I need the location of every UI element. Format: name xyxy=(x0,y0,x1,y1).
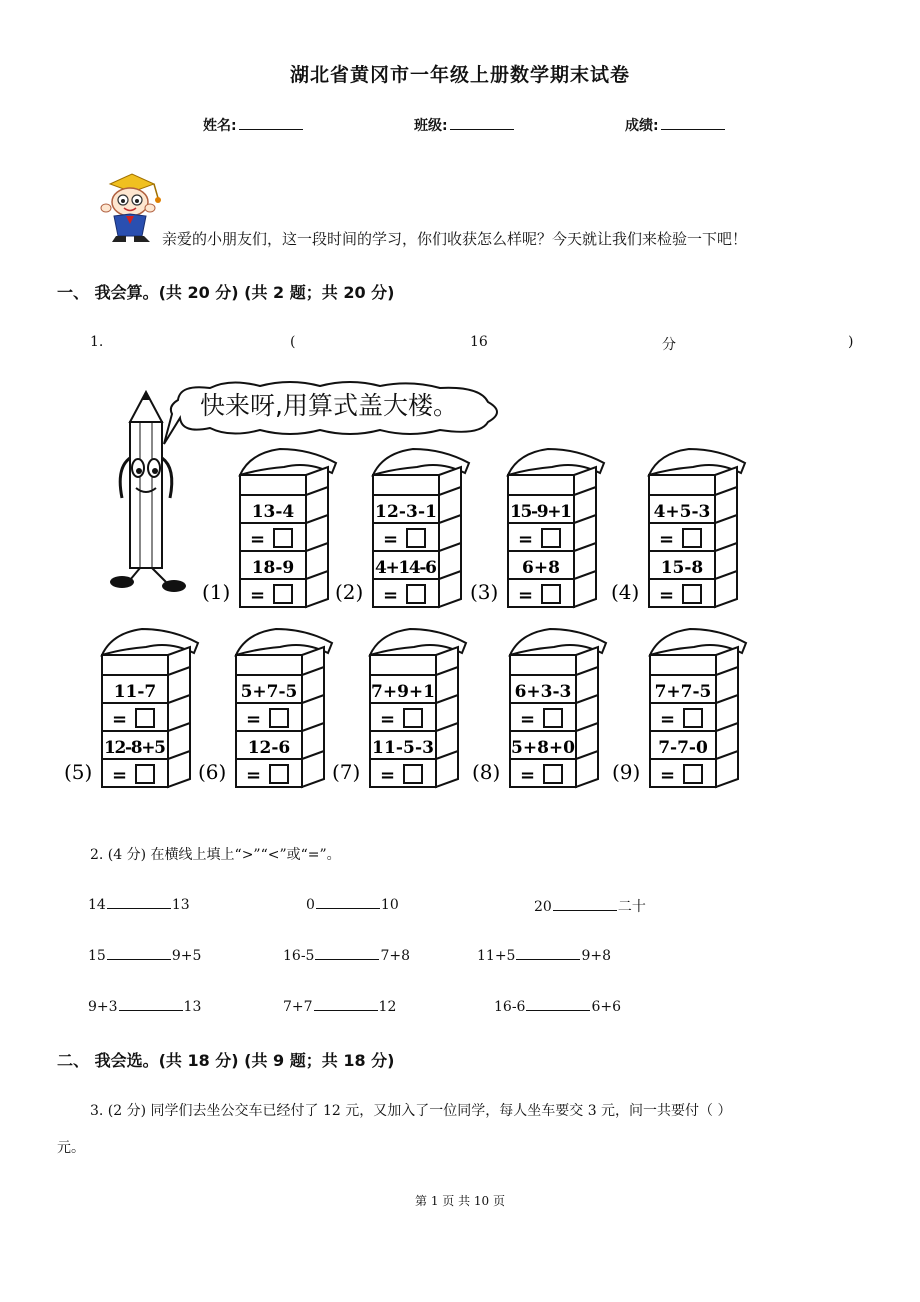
comparison-blank[interactable] xyxy=(316,896,380,909)
comparison-left: 14 xyxy=(88,897,106,913)
q3-text-line2: 元。 xyxy=(57,1140,85,1156)
building-4 xyxy=(609,445,749,615)
building-label: (1) xyxy=(202,580,231,604)
building-bottom-expression: 18-9 xyxy=(251,558,295,578)
answer-box[interactable] xyxy=(542,585,560,603)
answer-box[interactable] xyxy=(542,529,560,547)
comparison-right: 12 xyxy=(378,999,397,1015)
equals-sign: = xyxy=(520,709,536,730)
building-top-expression: 7+7-5 xyxy=(654,682,712,702)
building-bottom-expression: 15-8 xyxy=(660,558,704,578)
comparison-left: 15 xyxy=(88,948,106,964)
comparison-item xyxy=(494,998,621,1015)
building-bottom-expression: 12-6 xyxy=(247,738,291,758)
comparison-right: 6+6 xyxy=(591,999,621,1015)
answer-box[interactable] xyxy=(270,765,288,783)
name-label: 姓名: xyxy=(203,118,237,134)
answer-box[interactable] xyxy=(274,529,292,547)
q2-prompt: 2. (4 分) 在横线上填上“>”“<”或“=”。 xyxy=(90,847,341,863)
equals-sign: = xyxy=(659,585,675,606)
building-8 xyxy=(470,625,610,795)
building-top-expression: 15-9+1 xyxy=(510,502,572,522)
answer-box[interactable] xyxy=(684,765,702,783)
speech-bubble-text: 快来呀,用算式盖大楼。 xyxy=(200,391,458,420)
answer-box[interactable] xyxy=(407,585,425,603)
answer-box[interactable] xyxy=(136,765,154,783)
answer-box[interactable] xyxy=(407,529,425,547)
comparison-right: 7+8 xyxy=(380,948,410,964)
equals-sign: = xyxy=(380,765,396,786)
building-bottom-expression: 6+8 xyxy=(522,558,560,578)
building-bottom-expression: 11-5-3 xyxy=(372,738,434,758)
intro-text: 亲爱的小朋友们，这一段时间的学习，你们收获怎么样呢？今天就让我们来检验一下吧！ xyxy=(162,230,748,248)
equals-sign: = xyxy=(246,765,262,786)
name-field xyxy=(203,115,303,135)
equals-sign: = xyxy=(660,709,676,730)
building-top-expression: 13-4 xyxy=(251,502,295,522)
mascot-illustration xyxy=(92,170,164,244)
comparison-blank[interactable] xyxy=(107,896,171,909)
comparison-left: 16-5 xyxy=(283,948,315,964)
q1-paren-close: ) xyxy=(848,334,854,350)
building-label: (7) xyxy=(332,760,361,784)
equals-sign: = xyxy=(520,765,536,786)
building-label: (9) xyxy=(612,760,641,784)
q3-text-line1: 3. (2 分) 同学们去坐公交车已经付了 12 元，又加入了一位同学，每人坐车要交 3 元，问一共要付（ ） xyxy=(90,1103,732,1119)
comparison-right: 13 xyxy=(183,999,202,1015)
equals-sign: = xyxy=(250,529,266,550)
section-2-heading: 二、 我会选。(共 18 分) (共 9 题；共 18 分) xyxy=(57,1051,395,1070)
building-label: (4) xyxy=(611,580,640,604)
building-bottom-expression: 5+8+0 xyxy=(511,738,575,758)
q1-points: 16 xyxy=(470,334,488,350)
equals-sign: = xyxy=(380,709,396,730)
answer-box[interactable] xyxy=(544,709,562,727)
comparison-left: 9+3 xyxy=(88,999,118,1015)
building-1 xyxy=(200,445,340,615)
answer-box[interactable] xyxy=(404,765,422,783)
building-bottom-expression: 7-7-0 xyxy=(658,738,708,758)
comparison-item xyxy=(477,947,611,964)
comparison-blank[interactable] xyxy=(107,947,171,960)
building-top-expression: 4+5-3 xyxy=(653,502,711,522)
comparison-right: 二十 xyxy=(617,899,646,915)
page-title: 湖北省黄冈市一年级上册数学期末试卷 xyxy=(289,64,630,86)
building-top-expression: 11-7 xyxy=(113,682,157,702)
score-blank[interactable] xyxy=(661,115,725,130)
building-label: (6) xyxy=(198,760,227,784)
score-field xyxy=(625,115,725,135)
comparison-item xyxy=(283,947,410,964)
comparison-left: 0 xyxy=(306,897,315,913)
building-bottom-expression: 12-8+5 xyxy=(104,738,166,758)
equals-sign: = xyxy=(518,529,534,550)
comparison-item xyxy=(306,896,399,913)
building-5 xyxy=(62,625,202,795)
building-top-expression: 5+7-5 xyxy=(240,682,298,702)
building-label: (8) xyxy=(472,760,501,784)
equals-sign: = xyxy=(246,709,262,730)
equals-sign: = xyxy=(112,765,128,786)
name-blank[interactable] xyxy=(239,115,303,130)
class-label: 班级: xyxy=(414,118,448,134)
equals-sign: = xyxy=(659,529,675,550)
building-3 xyxy=(468,445,608,615)
comparison-blank[interactable] xyxy=(314,998,378,1011)
comparison-left: 11+5 xyxy=(477,948,516,964)
building-label: (2) xyxy=(335,580,364,604)
building-top-expression: 7+9+1 xyxy=(371,682,435,702)
building-7 xyxy=(330,625,470,795)
comparison-blank[interactable] xyxy=(315,947,379,960)
comparison-left: 16-6 xyxy=(494,999,526,1015)
page-footer: 第 1 页 共 10 页 xyxy=(415,1194,505,1208)
comparison-blank[interactable] xyxy=(516,947,580,960)
building-label: (3) xyxy=(470,580,499,604)
answer-box[interactable] xyxy=(683,529,701,547)
equals-sign: = xyxy=(383,585,399,606)
comparison-item xyxy=(88,896,190,913)
building-label: (5) xyxy=(64,760,93,784)
comparison-item xyxy=(88,947,201,964)
comparison-blank[interactable] xyxy=(526,998,590,1011)
q1-number: 1. xyxy=(90,334,104,350)
building-top-expression: 6+3-3 xyxy=(514,682,572,702)
comparison-left: 20 xyxy=(534,899,552,915)
answer-box[interactable] xyxy=(684,709,702,727)
building-2 xyxy=(333,445,473,615)
comparison-item xyxy=(283,998,396,1015)
section-1-heading: 一、 我会算。(共 20 分) (共 2 题；共 20 分) xyxy=(57,283,395,302)
answer-box[interactable] xyxy=(136,709,154,727)
score-label: 成绩: xyxy=(625,118,659,134)
answer-box[interactable] xyxy=(404,709,422,727)
comparison-item xyxy=(88,998,201,1015)
building-top-expression: 12-3-1 xyxy=(375,502,437,522)
comparison-blank[interactable] xyxy=(553,898,617,911)
equals-sign: = xyxy=(518,585,534,606)
comparison-blank[interactable] xyxy=(119,998,183,1011)
equals-sign: = xyxy=(250,585,266,606)
comparison-item xyxy=(534,896,646,916)
equals-sign: = xyxy=(112,709,128,730)
comparison-right: 9+8 xyxy=(581,948,611,964)
building-9 xyxy=(610,625,750,795)
answer-box[interactable] xyxy=(683,585,701,603)
class-field xyxy=(414,115,514,135)
comparison-right: 10 xyxy=(380,897,399,913)
building-6 xyxy=(196,625,336,795)
comparison-left: 7+7 xyxy=(283,999,313,1015)
answer-box[interactable] xyxy=(270,709,288,727)
q1-unit: 分 xyxy=(662,337,676,353)
answer-box[interactable] xyxy=(544,765,562,783)
class-blank[interactable] xyxy=(450,115,514,130)
q1-paren-open: ( xyxy=(290,334,296,350)
answer-box[interactable] xyxy=(274,585,292,603)
building-bottom-expression: 4+14-6 xyxy=(375,558,437,578)
comparison-right: 13 xyxy=(171,897,190,913)
equals-sign: = xyxy=(660,765,676,786)
equals-sign: = xyxy=(383,529,399,550)
comparison-right: 9+5 xyxy=(171,948,202,964)
